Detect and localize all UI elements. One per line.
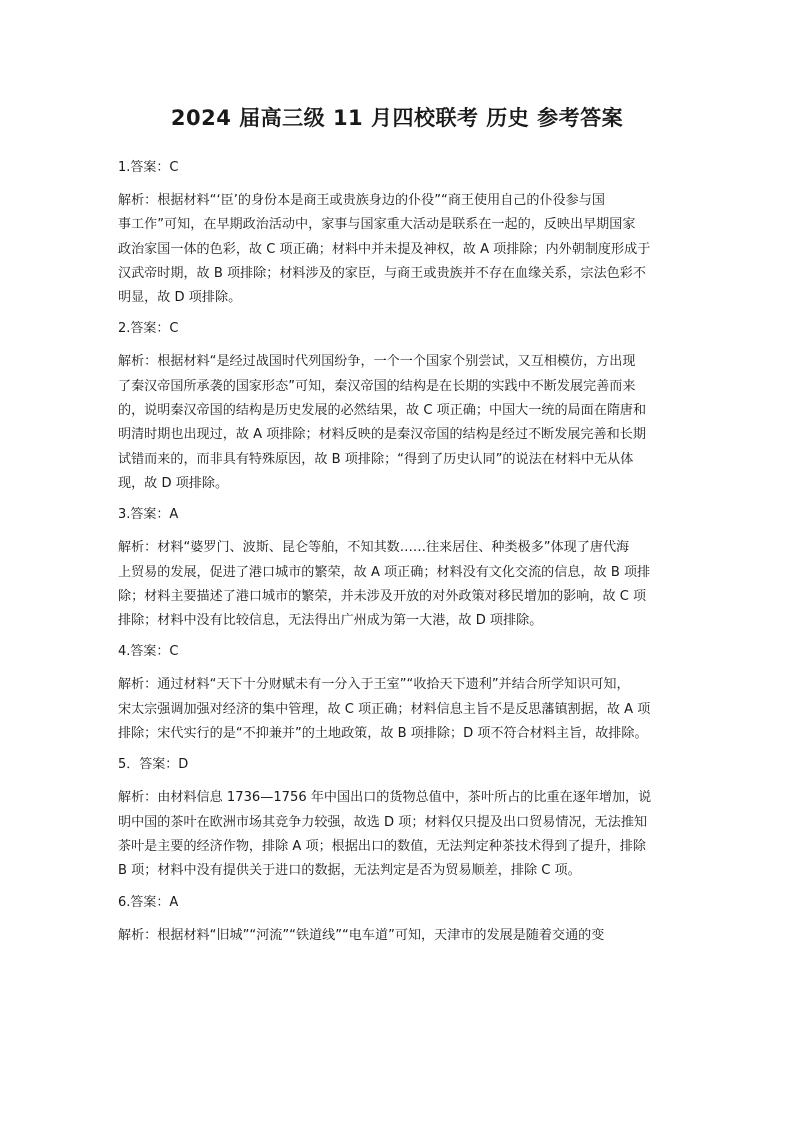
analysis-line: 汉武帝时期，故 B 项排除；材料涉及的家臣，与商王或贵族并不存在血缘关系，宗法色彩不 — [118, 265, 646, 281]
analysis-paragraph — [118, 189, 682, 310]
analysis-line: 明清时期也出现过，故 A 项排除；材料反映的是秦汉帝国的结构是经过不断发展完善和长期 — [118, 427, 646, 443]
answer-label: 3.答案：A — [118, 507, 179, 523]
answer-label: 1.答案：C — [118, 160, 179, 175]
answer-label: 5．答案：D — [118, 757, 189, 773]
analysis-line: 茶叶是主要的经济作物，排除 A 项；根据出口的数值，无法判定种茶技术得到了提升，排除 — [118, 838, 646, 854]
analysis-line: 解析：根据材料“‘臣’的身份本是商王或贵族身边的仆役”“商王使用自己的仆役参与国 — [118, 193, 605, 208]
answer-item — [118, 753, 682, 883]
analysis-paragraph — [118, 924, 682, 948]
analysis-line: 解析：材料“婆罗门、波斯、昆仑等舶，不知其数……往来居住、种类极多”体现了唐代海 — [118, 540, 630, 556]
answer-label: 4.答案：C — [118, 644, 179, 660]
answer-item — [118, 317, 682, 496]
analysis-line: 了秦汉帝国所承袭的国家形态”可知，秦汉帝国的结构是在长期的实践中不断发展完善而来 — [118, 378, 636, 394]
analysis-line: 试错而来的，而非具有特殊原因，故 B 项排除；“得到了历史认同”的说法在材料中无从体 — [118, 451, 634, 467]
analysis-line: B 项；材料中没有提供关于进口的数据，无法判定是否为贸易顺差，排除 C 项。 — [118, 863, 581, 879]
analysis-line: 排除；宋代实行的是“不抑兼并”的土地政策，故 B 项排除；D 项不符合材料主旨，故排除。 — [118, 726, 648, 742]
answer-item — [118, 640, 682, 746]
analysis-paragraph — [118, 786, 682, 883]
analysis-line: 除；材料主要描述了港口城市的繁荣，并未涉及开放的对外政策对移民增加的影响，故 C 项 — [118, 588, 647, 604]
analysis-paragraph — [118, 673, 682, 746]
analysis-line: 宋太宗强调加强对经济的集中管理，故 C 项正确；材料信息主旨不是反思藩镇割据，故 A 项 — [118, 701, 651, 717]
answer-item — [118, 503, 682, 633]
analysis-line: 上贸易的发展，促进了港口城市的繁荣，故 A 项正确；材料没有文化交流的信息，故 B 项排 — [118, 564, 651, 580]
analysis-line: 解析：通过材料“天下十分财赋未有一分入于王室”“收拾天下遗利”并结合所学知识可知， — [118, 677, 630, 693]
document-body — [118, 156, 682, 955]
analysis-line: 现，故 D 项排除。 — [118, 475, 229, 491]
analysis-line: 明中国的茶叶在欧洲市场其竞争力较强，故选 D 项；材料仅只提及出口贸易情况，无法推知 — [118, 814, 648, 830]
analysis-line: 事工作”可知，在早期政治活动中，家事与国家重大活动是联系在一起的，反映出早期国家 — [118, 217, 636, 233]
analysis-line: 明显，故 D 项排除。 — [118, 290, 242, 306]
analysis-paragraph — [118, 350, 682, 496]
answer-label: 2.答案：C — [118, 321, 179, 337]
analysis-line: 的，说明秦汉帝国的结构是历史发展的必然结果，故 C 项正确；中国大一统的局面在隋唐和 — [118, 403, 647, 419]
analysis-line: 解析：根据材料“旧城”“河流”“铁道线”“电车道”可知，天津市的发展是随着交通的变 — [118, 927, 605, 943]
analysis-line: 解析：由材料信息 1736—1756 年中国出口的货物总值中，茶叶所占的比重在逐年增加，说 — [118, 790, 652, 806]
analysis-line: 政治家国一体的色彩，故 C 项正确；材料中并未提及神权，故 A 项排除；内外朝制度形成于 — [118, 241, 651, 257]
analysis-line: 解析：根据材料“是经过战国时代列国纷争，一个一个国家个别尝试，又互相模仿，方出现 — [118, 354, 636, 370]
analysis-line: 排除；材料中没有比较信息，无法得出广州成为第一大港，故 D 项排除。 — [118, 613, 543, 629]
document-title: 2024 届高三级 11 月四校联考 历史 参考答案 — [170, 106, 624, 130]
answer-item — [118, 891, 682, 948]
answer-label: 6.答案：A — [118, 894, 179, 910]
analysis-paragraph — [118, 536, 682, 633]
answer-item — [118, 156, 682, 310]
